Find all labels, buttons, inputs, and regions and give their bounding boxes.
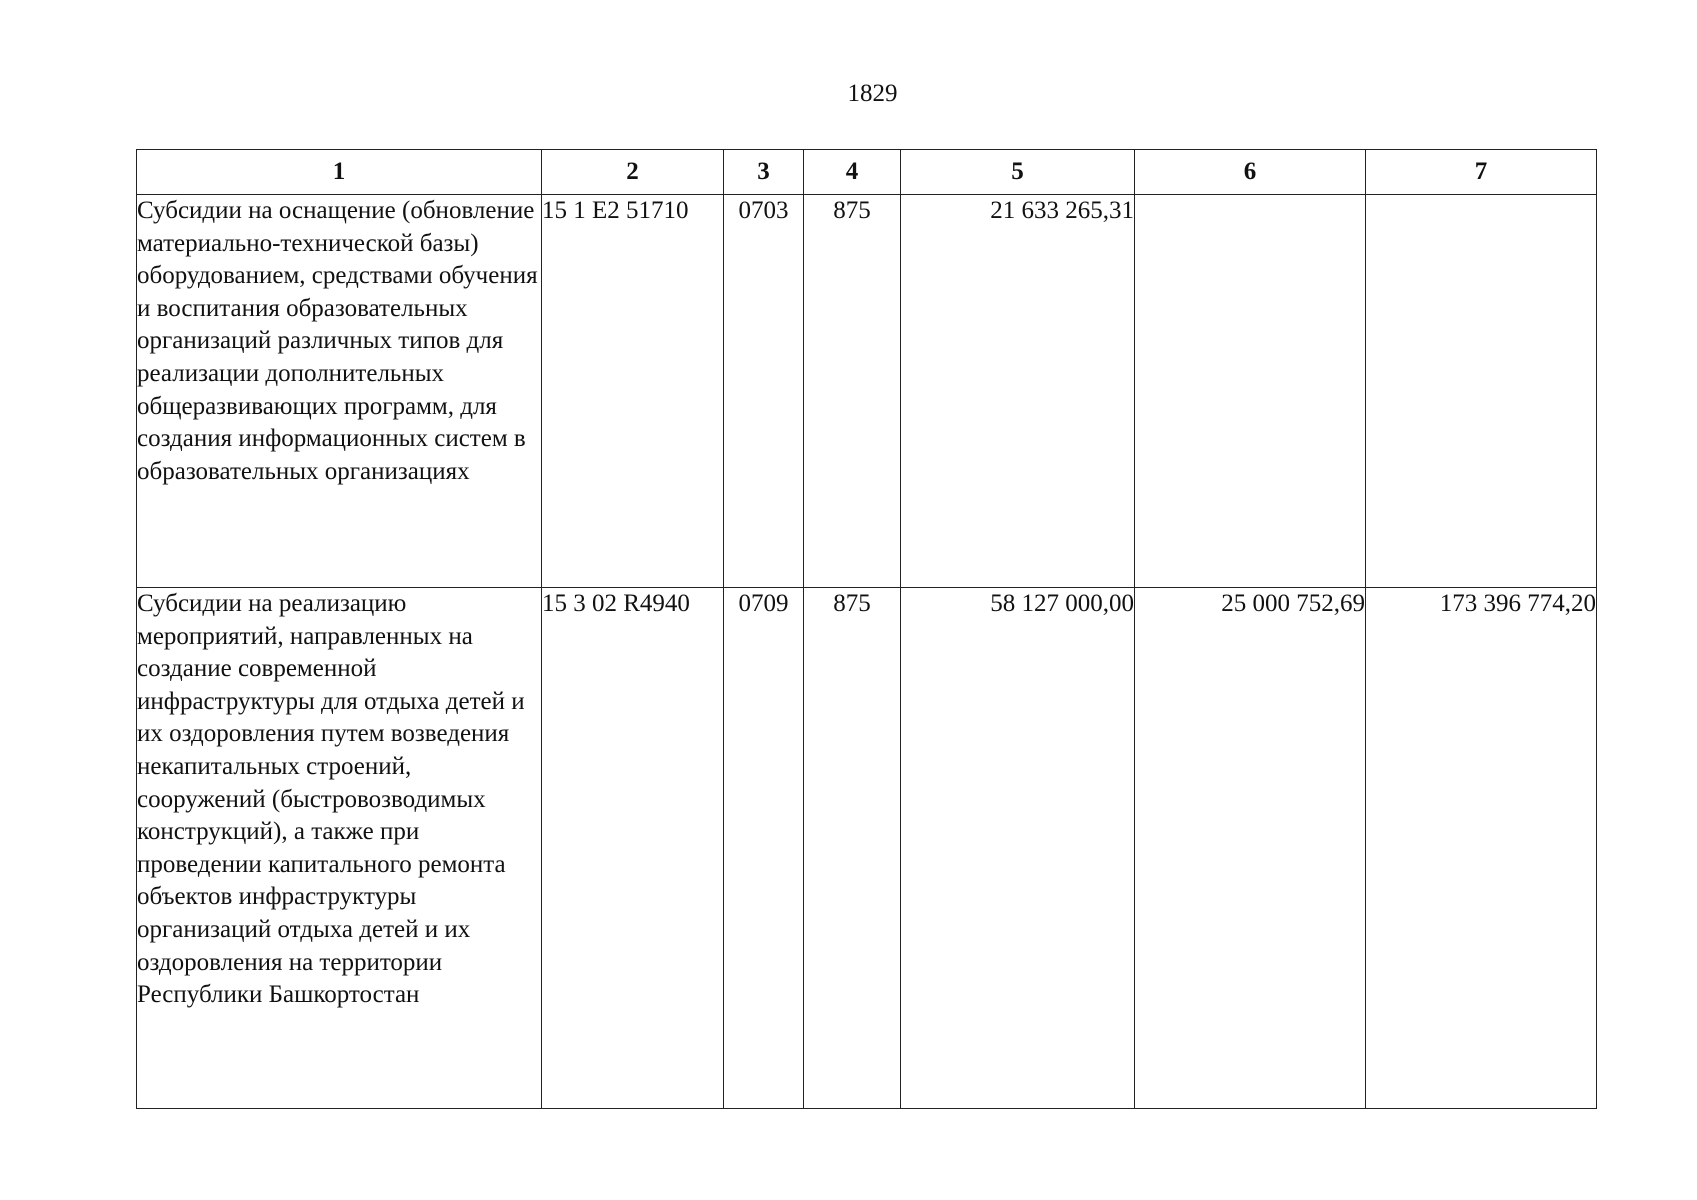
- header-col-7: 7: [1366, 150, 1597, 195]
- header-col-2: 2: [542, 150, 724, 195]
- row-amount-col5: 21 633 265,31: [901, 195, 1135, 588]
- row-amount-col6: 25 000 752,69: [1135, 588, 1366, 1109]
- header-col-6: 6: [1135, 150, 1366, 195]
- row-expense-type: 875: [804, 588, 901, 1109]
- header-col-5: 5: [901, 150, 1135, 195]
- row-target-article: 15 3 02 R4940: [542, 588, 724, 1109]
- page-number: 1829: [847, 80, 898, 107]
- header-col-1: 1: [137, 150, 542, 195]
- header-col-4: 4: [804, 150, 901, 195]
- table-row: [137, 195, 1597, 588]
- row-description: Субсидии на оснащение (обновление материально-технической базы) оборудованием, средствами обучения и воспитания образовательных организаций различных типов для реализации дополнительных общеразвивающих программ, для создания информационных систем в образовательных организациях: [137, 195, 542, 588]
- row-amount-col7: 173 396 774,20: [1366, 588, 1597, 1109]
- header-col-3: 3: [724, 150, 804, 195]
- budget-table: [136, 149, 1597, 1109]
- row-target-article: 15 1 E2 51710: [542, 195, 724, 588]
- row-section: 0709: [724, 588, 804, 1109]
- table-row: [137, 588, 1597, 1109]
- row-amount-col6: [1135, 195, 1366, 588]
- header-row: [137, 150, 1597, 195]
- row-section: 0703: [724, 195, 804, 588]
- row-description: Субсидии на реализацию мероприятий, направленных на создание современной инфраструктуры для отдыха детей и их оздоровления путем возведения некапитальных строений, сооружений (быстровозводимых конструкций), а также при проведении капитального ремонта объектов инфраструктуры организаций отдыха детей и их оздоровления на территории Республики Башкортостан: [137, 588, 542, 1109]
- row-amount-col5: 58 127 000,00: [901, 588, 1135, 1109]
- row-expense-type: 875: [804, 195, 901, 588]
- row-amount-col7: [1366, 195, 1597, 588]
